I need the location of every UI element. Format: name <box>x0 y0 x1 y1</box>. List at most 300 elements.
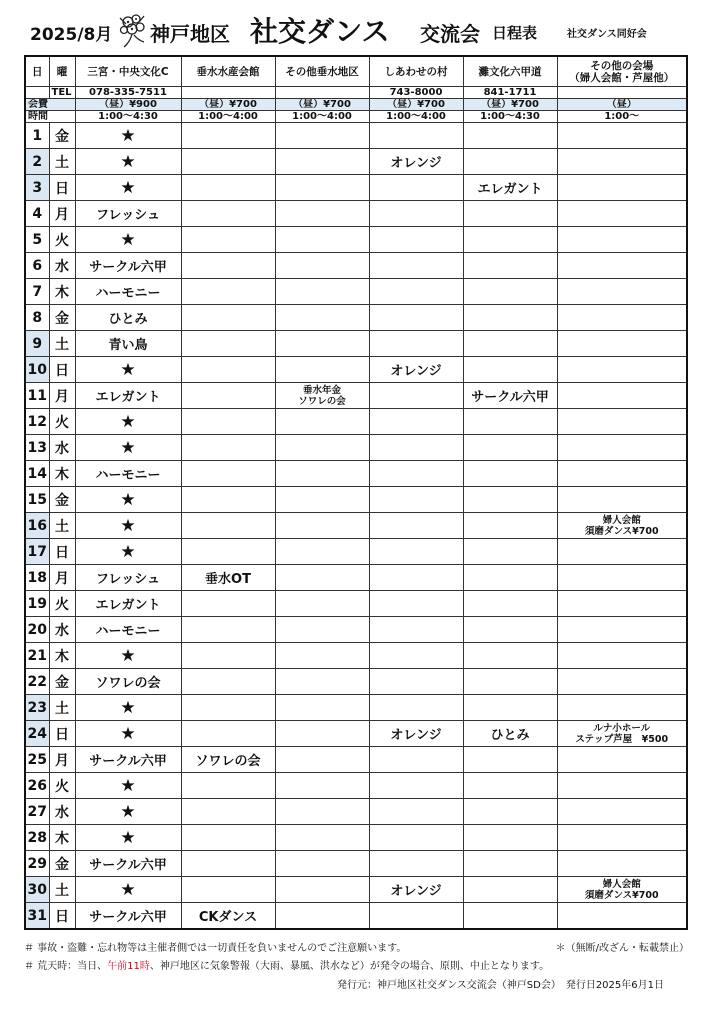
weekday: 火 <box>49 591 75 617</box>
other-venue-cell <box>557 487 687 513</box>
day-row <box>25 903 687 930</box>
nada-rokko-cell <box>463 825 557 851</box>
weather-note-time: 午前11時 <box>107 961 150 972</box>
sannomiya-cell: 青い鳥 <box>75 331 181 357</box>
page-header <box>22 10 702 50</box>
day-number: 3 <box>25 175 49 201</box>
footer-weather-note <box>24 957 689 972</box>
other-venue-cell <box>557 695 687 721</box>
weekday: 木 <box>49 279 75 305</box>
day-row <box>25 331 687 357</box>
sannomiya-cell: ★ <box>75 175 181 201</box>
shiawase-cell <box>369 279 463 305</box>
tarumi-other-cell <box>275 825 369 851</box>
other-venue-cell <box>557 773 687 799</box>
day-number: 31 <box>25 903 49 930</box>
nada-rokko-cell <box>463 799 557 825</box>
tarumi-suisan-cell <box>181 305 275 331</box>
other-venue-cell <box>557 461 687 487</box>
shiawase-cell <box>369 409 463 435</box>
day-row <box>25 201 687 227</box>
club-name: 社交ダンス同好会 <box>567 29 647 40</box>
day-row <box>25 539 687 565</box>
day-row <box>25 695 687 721</box>
nada-rokko-cell <box>463 669 557 695</box>
tarumi-suisan-cell <box>181 123 275 149</box>
weekday: 水 <box>49 617 75 643</box>
time-cell: 1:00～4:00 <box>275 111 369 123</box>
nada-rokko-cell <box>463 305 557 331</box>
weekday: 火 <box>49 409 75 435</box>
day-row <box>25 565 687 591</box>
other-venue-cell <box>557 903 687 930</box>
schedule-table <box>24 55 688 930</box>
tarumi-other-cell <box>275 435 369 461</box>
tarumi-other-cell <box>275 903 369 930</box>
day-number: 13 <box>25 435 49 461</box>
day-number: 8 <box>25 305 49 331</box>
other-venue-cell <box>557 279 687 305</box>
other-venue-cell <box>557 305 687 331</box>
tarumi-suisan-cell <box>181 331 275 357</box>
liability-note: ＃ 事故・盗難・忘れ物等は主催者側では一切責任を負いませんのでご注意願います。 <box>24 943 407 954</box>
tarumi-other-cell <box>275 669 369 695</box>
day-row <box>25 383 687 409</box>
other-venue-cell <box>557 669 687 695</box>
shiawase-cell <box>369 617 463 643</box>
nada-rokko-cell <box>463 123 557 149</box>
other-venue-line2: ステップ芦屋 ¥500 <box>575 733 669 745</box>
nada-rokko-cell <box>463 565 557 591</box>
day-number: 27 <box>25 799 49 825</box>
sannomiya-cell: ★ <box>75 123 181 149</box>
tarumi-other-cell <box>275 747 369 773</box>
tarumi-other-cell <box>275 201 369 227</box>
day-row <box>25 721 687 747</box>
nada-rokko-cell <box>463 695 557 721</box>
tarumi-suisan-cell <box>181 227 275 253</box>
time-cell: 1:00～4:00 <box>369 111 463 123</box>
shiawase-cell <box>369 825 463 851</box>
sannomiya-cell: フレッシュ <box>75 201 181 227</box>
tarumi-suisan-cell <box>181 773 275 799</box>
tarumi-suisan-cell <box>181 383 275 409</box>
shiawase-cell <box>369 591 463 617</box>
day-number: 18 <box>25 565 49 591</box>
tarumi-suisan-cell <box>181 851 275 877</box>
other-venue-cell <box>557 253 687 279</box>
nada-rokko-cell <box>463 643 557 669</box>
day-number: 4 <box>25 201 49 227</box>
tel-label: TEL <box>49 87 75 99</box>
tarumi-other-cell <box>275 513 369 539</box>
fee-cell: （昼）¥900 <box>75 99 181 111</box>
weekday: 火 <box>49 773 75 799</box>
tel-cell: 078-335-7511 <box>75 87 181 99</box>
tarumi-other-cell <box>275 305 369 331</box>
other-venue-cell <box>557 721 687 747</box>
time-row <box>25 111 687 123</box>
shiawase-cell <box>369 643 463 669</box>
sannomiya-cell: ★ <box>75 149 181 175</box>
fee-cell: （昼）¥700 <box>369 99 463 111</box>
tarumi-suisan-cell <box>181 201 275 227</box>
weekday: 土 <box>49 877 75 903</box>
shiawase-cell <box>369 487 463 513</box>
weekday: 金 <box>49 669 75 695</box>
day-number: 11 <box>25 383 49 409</box>
weekday: 水 <box>49 435 75 461</box>
day-row <box>25 591 687 617</box>
tarumi-suisan-cell <box>181 487 275 513</box>
tarumi-other-cell <box>275 357 369 383</box>
tarumi-suisan-cell <box>181 643 275 669</box>
day-row <box>25 669 687 695</box>
nada-rokko-cell <box>463 513 557 539</box>
other-venue-cell <box>557 825 687 851</box>
shiawase-cell <box>369 669 463 695</box>
tarumi-other-cell <box>275 877 369 903</box>
tarumi-other-cell <box>275 279 369 305</box>
weekday: 日 <box>49 175 75 201</box>
weekday: 水 <box>49 253 75 279</box>
tarumi-suisan-cell <box>181 539 275 565</box>
year-month: 2025/8月 <box>30 25 113 45</box>
other-venue-line1: 婦人会館 <box>602 514 641 526</box>
other-venue-cell <box>557 331 687 357</box>
nada-rokko-cell <box>463 591 557 617</box>
fee-label: 会費 <box>25 99 75 111</box>
sannomiya-cell: ★ <box>75 487 181 513</box>
weekday: 月 <box>49 383 75 409</box>
day-number: 26 <box>25 773 49 799</box>
shiawase-cell: オレンジ <box>369 357 463 383</box>
tarumi-other-cell <box>275 851 369 877</box>
sannomiya-cell: ひとみ <box>75 305 181 331</box>
day-number: 10 <box>25 357 49 383</box>
tarumi-suisan-cell <box>181 799 275 825</box>
weekday: 月 <box>49 565 75 591</box>
sannomiya-cell: サークル六甲 <box>75 903 181 930</box>
tarumi-other-cell <box>275 695 369 721</box>
sannomiya-cell: サークル六甲 <box>75 253 181 279</box>
col-nada-rokko: 灘文化六甲道 <box>463 56 557 87</box>
time-cell: 1:00～4:00 <box>181 111 275 123</box>
shiawase-cell <box>369 799 463 825</box>
tarumi-suisan-cell <box>181 721 275 747</box>
other-venue-line1: ルナ小ホール <box>593 722 651 734</box>
time-label: 時間 <box>25 111 75 123</box>
shiawase-cell <box>369 773 463 799</box>
day-number: 20 <box>25 617 49 643</box>
weekday: 金 <box>49 123 75 149</box>
day-number: 15 <box>25 487 49 513</box>
other-venue-cell <box>557 149 687 175</box>
weekday: 金 <box>49 305 75 331</box>
shiawase-cell <box>369 435 463 461</box>
nada-rokko-cell <box>463 747 557 773</box>
shiawase-cell <box>369 383 463 409</box>
tarumi-other-cell <box>275 539 369 565</box>
title-schedule: 日程表 <box>492 24 538 42</box>
tarumi-suisan-cell <box>181 409 275 435</box>
day-number: 9 <box>25 331 49 357</box>
col-other-venues <box>557 56 687 87</box>
tarumi-other-cell <box>275 617 369 643</box>
other-venue-cell <box>557 877 687 903</box>
other-venue-cell <box>557 175 687 201</box>
col-shiawase: しあわせの村 <box>369 56 463 87</box>
other-venue-line1: 婦人会館 <box>602 878 641 890</box>
day-row <box>25 305 687 331</box>
nada-rokko-cell <box>463 409 557 435</box>
tarumi-suisan-cell <box>181 253 275 279</box>
day-number: 30 <box>25 877 49 903</box>
nada-rokko-cell <box>463 773 557 799</box>
sannomiya-cell: ハーモニー <box>75 461 181 487</box>
tarumi-suisan-cell <box>181 279 275 305</box>
tarumi-suisan-cell <box>181 513 275 539</box>
sannomiya-cell: フレッシュ <box>75 565 181 591</box>
other-venue-cell <box>557 851 687 877</box>
tarumi-other-cell <box>275 175 369 201</box>
day-row <box>25 227 687 253</box>
tarumi-other-cell <box>275 565 369 591</box>
day-number: 5 <box>25 227 49 253</box>
title-kobe: 神戸地区 <box>150 22 230 46</box>
tarumi-other-cell <box>275 227 369 253</box>
nada-rokko-cell <box>463 435 557 461</box>
weekday: 金 <box>49 487 75 513</box>
day-row <box>25 643 687 669</box>
day-number: 7 <box>25 279 49 305</box>
nada-rokko-cell <box>463 279 557 305</box>
day-number: 12 <box>25 409 49 435</box>
time-cell: 1:00～ <box>557 111 687 123</box>
day-number: 21 <box>25 643 49 669</box>
tarumi-other-cell <box>275 591 369 617</box>
day-row <box>25 851 687 877</box>
day-row <box>25 149 687 175</box>
tarumi-suisan-cell <box>181 357 275 383</box>
tarumi-other-cell <box>275 123 369 149</box>
flower-logo-icon <box>114 10 154 50</box>
day-number: 25 <box>25 747 49 773</box>
fee-cell: （昼）¥700 <box>275 99 369 111</box>
weather-note-b: 、神戸地区に気象警報（大雨、暴風、洪水など）が発令の場合、原則、中止となります。 <box>149 961 550 972</box>
shiawase-cell <box>369 201 463 227</box>
tarumi-suisan-cell <box>181 461 275 487</box>
sannomiya-cell: ハーモニー <box>75 279 181 305</box>
tarumi-other-cell <box>275 149 369 175</box>
weekday: 土 <box>49 513 75 539</box>
nada-rokko-cell <box>463 149 557 175</box>
other-venue-cell <box>557 383 687 409</box>
day-number: 23 <box>25 695 49 721</box>
col-weekday: 曜 <box>49 56 75 87</box>
nada-rokko-cell <box>463 617 557 643</box>
day-row <box>25 825 687 851</box>
weekday: 土 <box>49 331 75 357</box>
day-row <box>25 461 687 487</box>
sannomiya-cell: ★ <box>75 877 181 903</box>
shiawase-cell <box>369 461 463 487</box>
shiawase-cell <box>369 747 463 773</box>
weekday: 日 <box>49 539 75 565</box>
footer-publisher: 発行元：神戸地区社交ダンス交流会（神戸SD会） 発行日2025年6月1日 <box>336 980 664 991</box>
shiawase-cell <box>369 253 463 279</box>
shiawase-cell <box>369 175 463 201</box>
nada-rokko-cell: エレガント <box>463 175 557 201</box>
day-row <box>25 773 687 799</box>
tarumi-other-cell <box>275 721 369 747</box>
tarumi-suisan-cell <box>181 591 275 617</box>
tel-cell <box>181 87 275 99</box>
nada-rokko-cell <box>463 487 557 513</box>
sannomiya-cell: ★ <box>75 825 181 851</box>
other-venue-cell <box>557 227 687 253</box>
tarumi-other-cell <box>275 253 369 279</box>
tarumi-suisan-cell: CKダンス <box>181 903 275 930</box>
tarumi-suisan-cell <box>181 825 275 851</box>
weekday: 木 <box>49 825 75 851</box>
tel-row <box>25 87 687 99</box>
shiawase-cell: オレンジ <box>369 721 463 747</box>
tarumi-other-cell <box>275 331 369 357</box>
time-cell: 1:00～4:30 <box>463 111 557 123</box>
other-venue-cell <box>557 201 687 227</box>
tarumi-suisan-cell: 垂水OT <box>181 565 275 591</box>
day-row <box>25 435 687 461</box>
tarumi-suisan-cell <box>181 669 275 695</box>
other-venue-cell <box>557 513 687 539</box>
other-venue-cell <box>557 617 687 643</box>
shiawase-cell <box>369 851 463 877</box>
fee-cell: （昼）¥700 <box>463 99 557 111</box>
sannomiya-cell: ★ <box>75 435 181 461</box>
other-venue-cell <box>557 799 687 825</box>
shiawase-cell <box>369 305 463 331</box>
day-row <box>25 877 687 903</box>
day-number: 6 <box>25 253 49 279</box>
tel-cell: 743-8000 <box>369 87 463 99</box>
weekday: 水 <box>49 799 75 825</box>
other-venue-cell <box>557 565 687 591</box>
day-row <box>25 747 687 773</box>
other-venue-cell <box>557 357 687 383</box>
column-header-row <box>25 56 687 87</box>
shiawase-cell <box>369 565 463 591</box>
col-day: 日 <box>25 56 49 87</box>
shiawase-cell <box>369 695 463 721</box>
col-tarumi-other: その他垂水地区 <box>275 56 369 87</box>
tarumi-suisan-cell <box>181 695 275 721</box>
day-row <box>25 487 687 513</box>
day-row <box>25 617 687 643</box>
sannomiya-cell: サークル六甲 <box>75 851 181 877</box>
nada-rokko-cell <box>463 331 557 357</box>
nada-rokko-cell <box>463 461 557 487</box>
sannomiya-cell: ハーモニー <box>75 617 181 643</box>
shiawase-cell: オレンジ <box>369 149 463 175</box>
tarumi-suisan-cell <box>181 877 275 903</box>
sannomiya-cell: ★ <box>75 773 181 799</box>
nada-rokko-cell: サークル六甲 <box>463 383 557 409</box>
day-number: 28 <box>25 825 49 851</box>
weekday: 日 <box>49 357 75 383</box>
nada-rokko-cell <box>463 227 557 253</box>
weekday: 木 <box>49 461 75 487</box>
nada-rokko-cell: ひとみ <box>463 721 557 747</box>
tarumi-suisan-cell <box>181 149 275 175</box>
sannomiya-cell: ★ <box>75 643 181 669</box>
sannomiya-cell: ★ <box>75 721 181 747</box>
weekday: 金 <box>49 851 75 877</box>
day-row <box>25 279 687 305</box>
tel-cell <box>275 87 369 99</box>
other-venue-cell <box>557 123 687 149</box>
sannomiya-cell: エレガント <box>75 591 181 617</box>
shiawase-cell <box>369 539 463 565</box>
shiawase-cell <box>369 123 463 149</box>
col-other-venues-line1: その他の会場 <box>590 59 654 72</box>
weekday: 月 <box>49 201 75 227</box>
tarumi-suisan-cell <box>181 175 275 201</box>
weekday: 土 <box>49 149 75 175</box>
sannomiya-cell: ★ <box>75 695 181 721</box>
sannomiya-cell: ★ <box>75 799 181 825</box>
time-cell: 1:00～4:30 <box>75 111 181 123</box>
tarumi-other-cell <box>275 643 369 669</box>
tarumi-other-cell <box>275 487 369 513</box>
weekday: 火 <box>49 227 75 253</box>
day-number: 17 <box>25 539 49 565</box>
sannomiya-cell: ★ <box>75 409 181 435</box>
shiawase-cell: オレンジ <box>369 877 463 903</box>
fee-cell: （昼）¥700 <box>181 99 275 111</box>
tarumi-other-cell <box>275 773 369 799</box>
fee-row <box>25 99 687 111</box>
sannomiya-cell: エレガント <box>75 383 181 409</box>
tarumi-other-line2: ソワレの会 <box>298 395 346 407</box>
copyright-note: ＊（無断/改ざん・転載禁止） <box>555 943 689 954</box>
fee-cell: （昼） <box>557 99 687 111</box>
tarumi-other-line1: 垂水年金 <box>302 384 341 396</box>
day-row <box>25 123 687 149</box>
day-row <box>25 409 687 435</box>
col-tarumi-suisan: 垂水水産会館 <box>181 56 275 87</box>
day-number: 16 <box>25 513 49 539</box>
other-venue-cell <box>557 747 687 773</box>
weekday: 月 <box>49 747 75 773</box>
tarumi-other-cell <box>275 409 369 435</box>
other-venue-line2: 須磨ダンス¥700 <box>584 889 659 901</box>
tarumi-suisan-cell: ソワレの会 <box>181 747 275 773</box>
day-row <box>25 175 687 201</box>
day-number: 19 <box>25 591 49 617</box>
day-number: 14 <box>25 461 49 487</box>
col-other-venues-line2: （婦人会館・芦屋他） <box>569 71 675 84</box>
nada-rokko-cell <box>463 201 557 227</box>
nada-rokko-cell <box>463 357 557 383</box>
day-number: 22 <box>25 669 49 695</box>
day-row <box>25 513 687 539</box>
nada-rokko-cell <box>463 903 557 930</box>
tarumi-suisan-cell <box>181 435 275 461</box>
weekday: 木 <box>49 643 75 669</box>
other-venue-cell <box>557 539 687 565</box>
title-social-dance: 社交ダンス <box>250 15 390 48</box>
